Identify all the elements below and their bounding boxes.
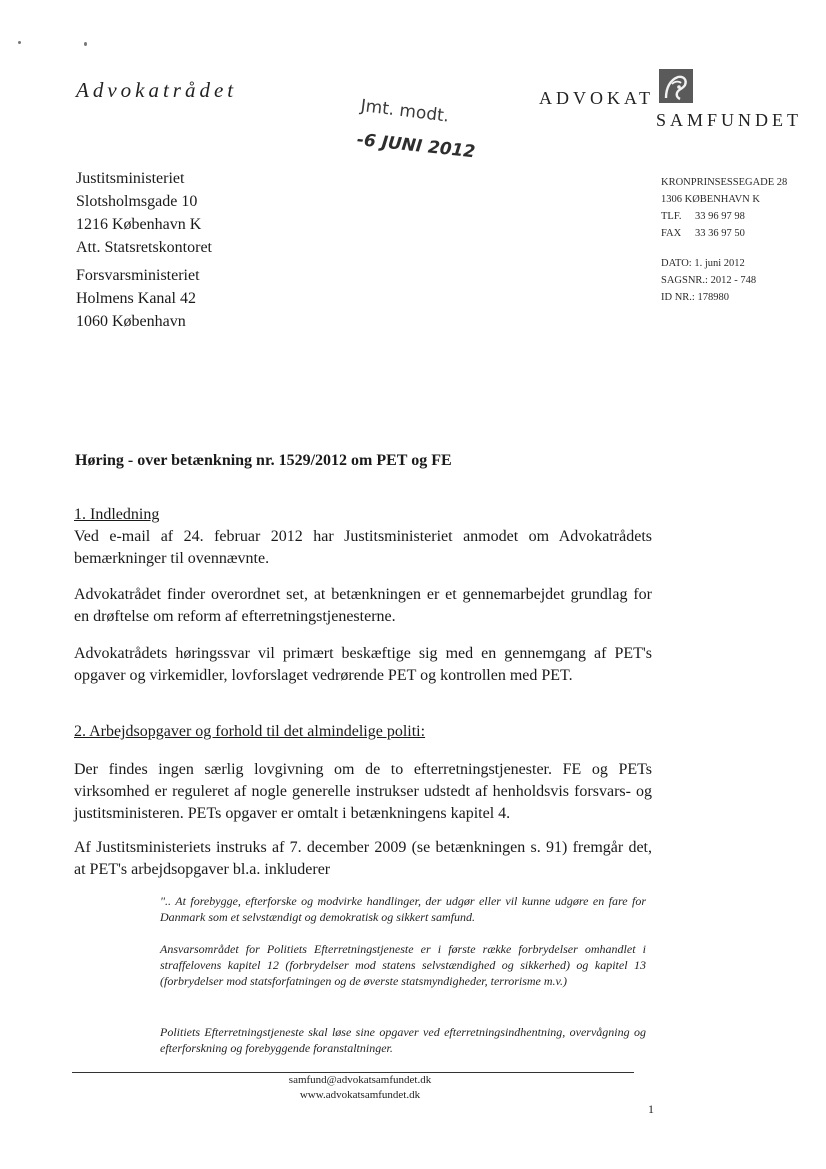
- received-stamp: Jmt. modt.: [359, 96, 451, 127]
- case-number: SAGSNR.: 2012 - 748: [661, 275, 757, 286]
- sender-contact-block: [661, 174, 787, 242]
- letter-date: DATO: 1. juni 2012: [661, 258, 745, 269]
- scan-speck: [18, 41, 21, 44]
- received-stamp-date: -6 JUNI 2012: [355, 130, 477, 163]
- scan-speck: [84, 42, 87, 46]
- recipient-line: Slotsholmsgade 10: [76, 193, 198, 210]
- body-paragraph: Advokatrådets høringssvar vil primært beskæftige sig med en gennemgang af PET's opgaver og virkemidler, lovforslaget vedrørende PET og kontrollen med PET.: [74, 645, 652, 684]
- case-reference-block: [661, 255, 756, 306]
- recipient-line: Holmens Kanal 42: [76, 290, 196, 307]
- phone-label: TLF.: [661, 211, 682, 222]
- quoted-instruction: ".. At forebygge, efterforske og modvirke handlinger, der udgør eller vil kunne udgøre en fare for Danmark som et selvstændigt og demokratisk og sikkert samfund.: [160, 894, 646, 924]
- recipient-line: Forsvarsministeriet: [76, 267, 200, 284]
- body-paragraph: Af Justitsministeriets instruks af 7. december 2009 (se betænkningen s. 91) fremgår det, at PET's arbejdsopgaver bl.a. inkluderer: [74, 839, 652, 878]
- page-number: 1: [648, 1102, 654, 1116]
- sender-city: 1306 KØBENHAVN K: [661, 194, 760, 205]
- organization-name: Advokatrådet: [76, 78, 238, 102]
- recipient-address: [76, 264, 200, 333]
- recipient-line: 1216 København K: [76, 216, 202, 233]
- sender-phone: [661, 208, 787, 225]
- recipient-line: 1060 København: [76, 313, 186, 330]
- sender-street: KRONPRINSESSEGADE 28: [661, 177, 788, 188]
- footer-divider: [72, 1072, 634, 1073]
- footer-website: www.advokatsamfundet.dk: [299, 1089, 421, 1101]
- logo-text-advokat: ADVOKAT: [539, 88, 654, 108]
- body-paragraph: Ved e-mail af 24. februar 2012 har Justitsministeriet anmodet om Advokatrådets bemærkninger til ovennævnte.: [74, 528, 652, 567]
- recipient-line: Att. Statsretskontoret: [76, 239, 212, 256]
- recipient-line: Justitsministeriet: [76, 170, 185, 187]
- logo-text-samfundet: SAMFUNDET: [656, 110, 803, 130]
- id-number: ID NR.: 178980: [661, 292, 729, 303]
- section-heading-tasks: 2. Arbejdsopgaver og forhold til det almindelige politi:: [74, 723, 426, 740]
- letter-subject: Høring - over betænkning nr. 1529/2012 om PET og FE: [75, 452, 452, 469]
- quoted-instruction: Ansvarsområdet for Politiets Efterretningstjeneste er i første række forbrydelser omhandlet i straffelovens kapitel 12 (forbrydelser mod statens selvstændighed og sikkerhed) og kapitel 13 (forbrydelser mod statsforfatningen og de øverste statsmyndigheder, terrorisme m.v.): [160, 942, 646, 988]
- section-heading-introduction: 1. Indledning: [74, 506, 160, 523]
- fax-value: 33 36 97 50: [695, 228, 745, 239]
- recipient-address: [76, 167, 212, 259]
- sender-fax: [661, 225, 787, 242]
- quoted-instruction: Politiets Efterretningstjeneste skal løse sine opgaver ved efterretningsindhentning, overvågning og efterforskning og forebyggende foranstaltninger.: [160, 1025, 646, 1055]
- body-paragraph: Der findes ingen særlig lovgivning om de to efterretningstjenester. FE og PETs virksomhed er reguleret af nogle generelle instrukser udstedt af henholdsvis forsvars- og justitsministeren. PETs opgaver er omtalt i betænkningens kapitel 4.: [74, 761, 652, 822]
- phone-value: 33 96 97 98: [695, 211, 745, 222]
- footer-email: samfund@advokatsamfundet.dk: [288, 1074, 432, 1086]
- fax-label: FAX: [661, 228, 682, 239]
- body-paragraph: Advokatrådet finder overordnet set, at betænkningen er et gennemarbejdet grundlag for en drøftelse om reform af efterretningstjenesterne.: [74, 586, 652, 625]
- advokatsamfundet-logo-icon: [658, 68, 694, 104]
